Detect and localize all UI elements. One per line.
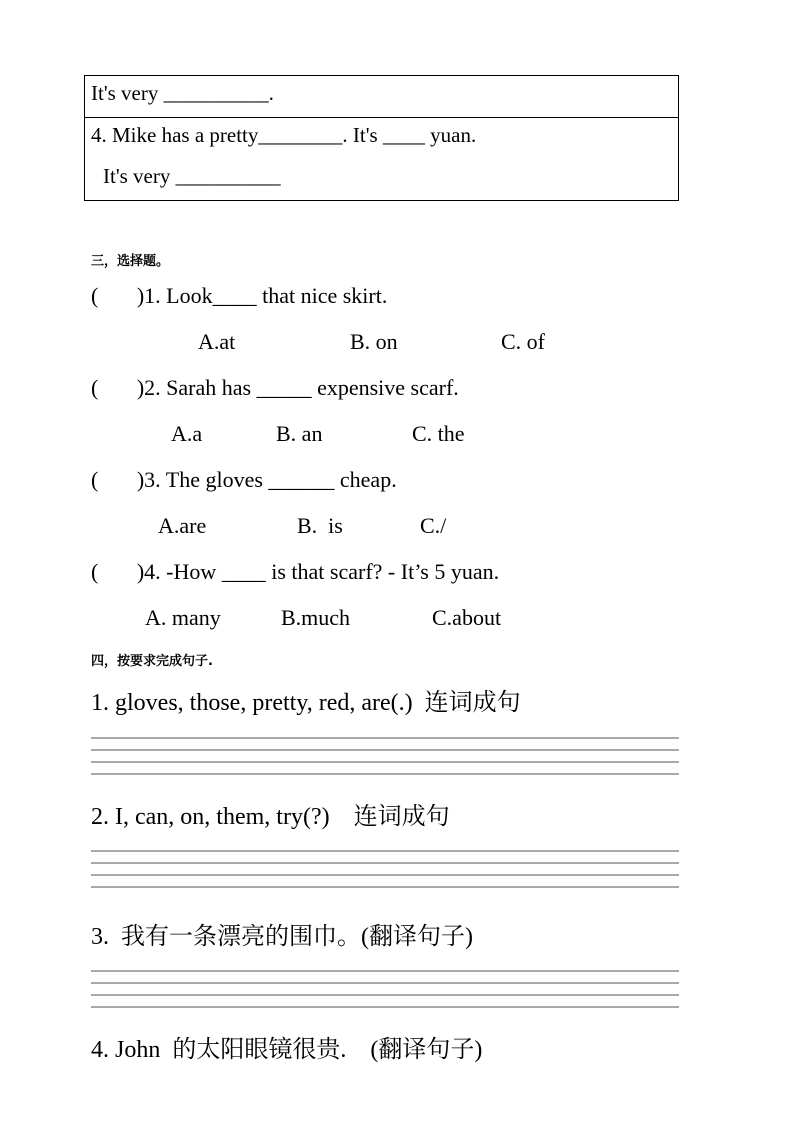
writing-line [91,761,679,763]
question-2-stem: ( )2. Sarah has _____ expensive scarf. [91,375,459,400]
question-1-option-b: B. on [350,329,398,354]
task-1-prompt: 1. gloves, those, pretty, red, are(.) 连词成句 [91,690,521,716]
writing-line [91,982,679,984]
writing-line [91,994,679,996]
table-row-2-line-1: 4. Mike has a pretty________. It's ____ yuan. [91,123,477,147]
writing-line [91,970,679,972]
question-1-option-c: C. of [501,329,545,354]
table-row-2-line-2: It's very __________ [103,164,281,188]
table-divider [85,117,678,118]
question-1-stem: ( )1. Look____ that nice skirt. [91,283,388,308]
table-row-1-text: It's very __________. [91,81,274,105]
question-3-option-a: A.are [158,513,207,538]
writing-line [91,1006,679,1008]
question-4-stem: ( )4. -How ____ is that scarf? - It’s 5 yuan. [91,559,500,584]
task-1-writing-lines [91,737,679,781]
question-3-option-c: C./ [420,513,447,538]
fill-in-table [84,75,679,201]
task-2-writing-lines [91,850,679,894]
writing-line [91,850,679,852]
question-3-option-b: B. is [297,513,343,538]
section-4-heading: 四，按要求完成句子. [91,654,213,669]
task-4-prompt: 4. John 的太阳眼镜很贵. (翻译句子) [91,1037,483,1063]
task-3-prompt: 3. 我有一条漂亮的围巾。(翻译句子) [91,924,473,950]
writing-line [91,749,679,751]
question-4-option-c: C.about [432,605,502,630]
question-2-option-a: A.a [171,421,203,446]
section-3-heading: 三，选择题。 [91,254,170,269]
writing-line [91,737,679,739]
task-2-prompt: 2. I, can, on, them, try(?) 连词成句 [91,804,450,830]
question-4-option-a: A. many [145,605,221,630]
question-2-option-c: C. the [412,421,465,446]
writing-line [91,874,679,876]
writing-line [91,862,679,864]
task-3-writing-lines [91,970,679,1014]
writing-line [91,773,679,775]
question-2-option-b: B. an [276,421,323,446]
question-4-option-b: B.much [281,605,351,630]
question-1-option-a: A.at [198,329,236,354]
question-3-stem: ( )3. The gloves ______ cheap. [91,467,397,492]
writing-line [91,886,679,888]
